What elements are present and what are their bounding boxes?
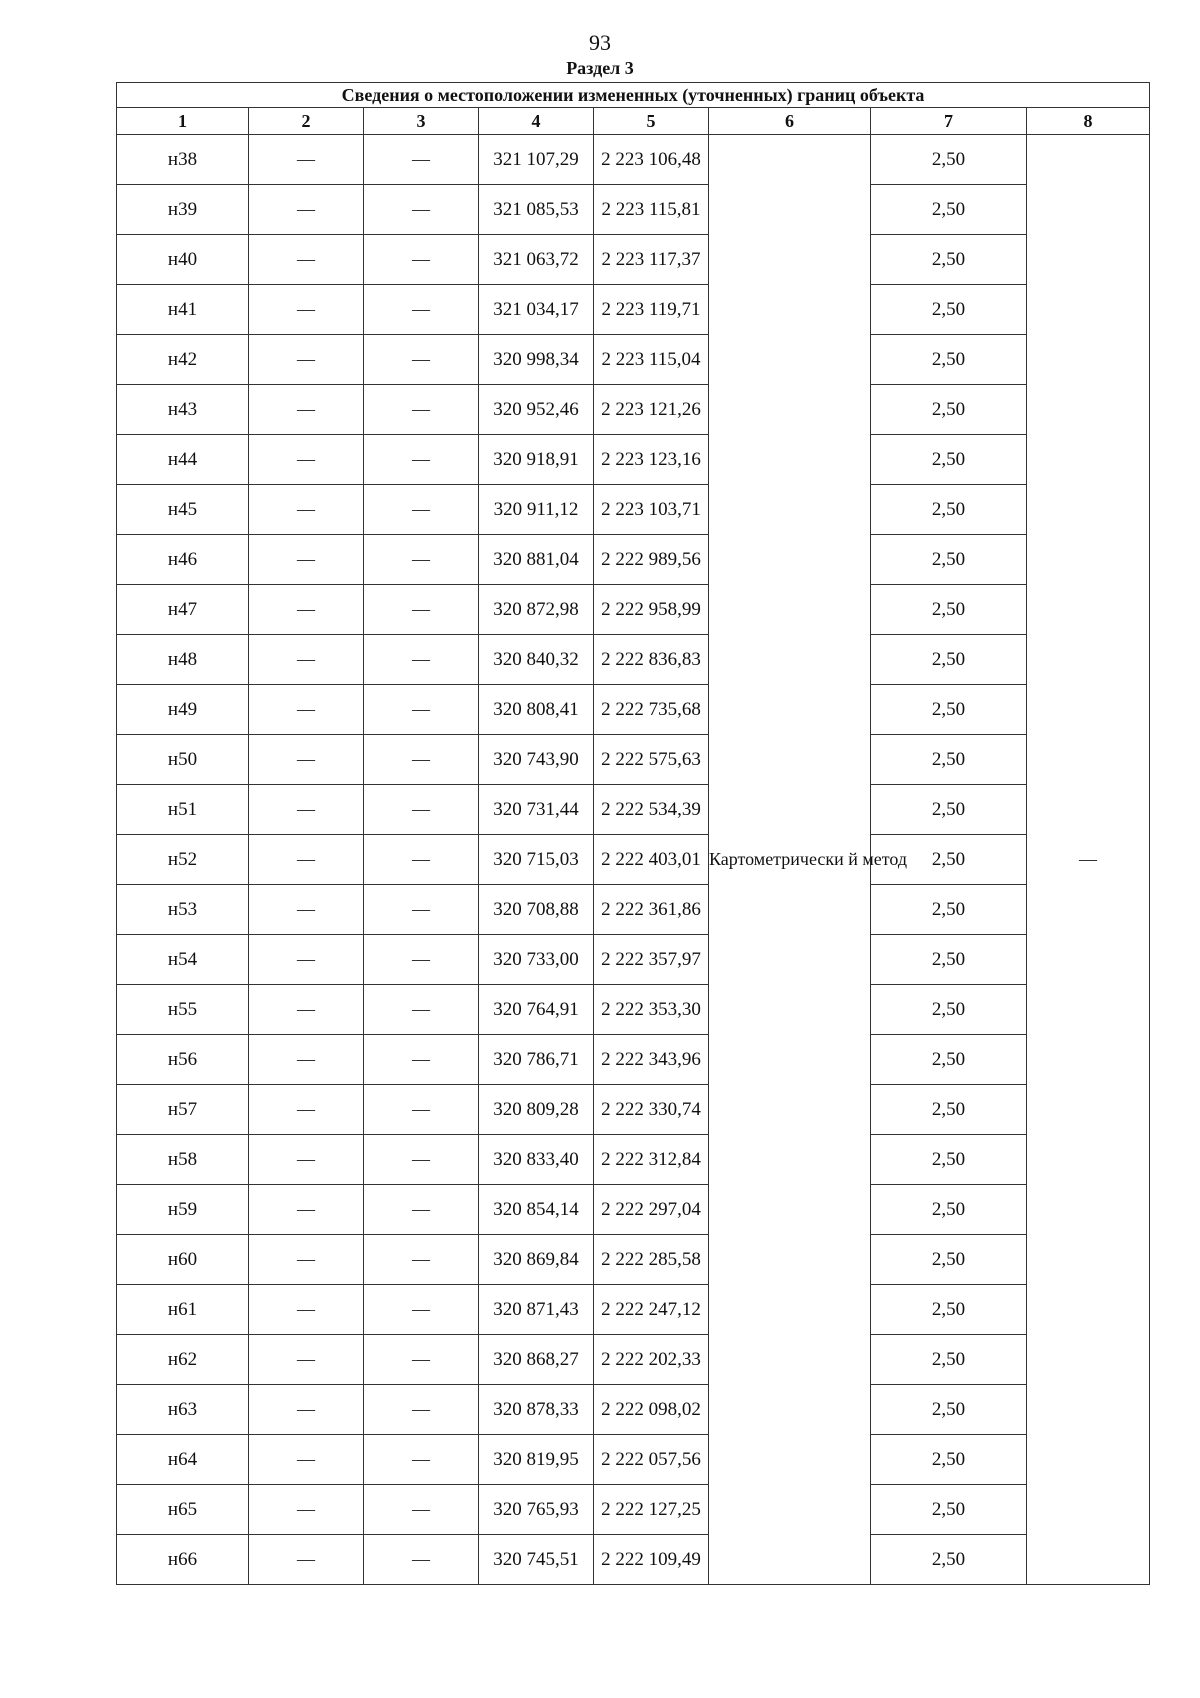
column-number: 2: [249, 108, 364, 135]
x-coordinate-cell: 320 872,98: [479, 585, 594, 635]
column-3-cell: —: [364, 285, 479, 335]
x-coordinate-cell: 320 765,93: [479, 1485, 594, 1535]
column-2-cell: —: [249, 285, 364, 335]
column-3-cell: —: [364, 1535, 479, 1585]
column-3-cell: —: [364, 935, 479, 985]
column-2-cell: —: [249, 1485, 364, 1535]
column-2-cell: —: [249, 835, 364, 885]
accuracy-cell: 2,50: [871, 1485, 1027, 1535]
point-id-cell: н46: [117, 535, 249, 585]
table-row: [117, 935, 1150, 985]
point-id-cell: н48: [117, 635, 249, 685]
y-coordinate-cell: 2 223 117,37: [594, 235, 709, 285]
boundary-coordinates-table: [116, 82, 1150, 1585]
column-3-cell: —: [364, 785, 479, 835]
column-2-cell: —: [249, 635, 364, 685]
x-coordinate-cell: 320 869,84: [479, 1235, 594, 1285]
column-2-cell: —: [249, 535, 364, 585]
point-id-cell: н49: [117, 685, 249, 735]
y-coordinate-cell: 2 222 098,02: [594, 1385, 709, 1435]
y-coordinate-cell: 2 222 735,68: [594, 685, 709, 735]
column-3-cell: —: [364, 585, 479, 635]
column-3-cell: —: [364, 335, 479, 385]
table-row: [117, 1485, 1150, 1535]
table-row: [117, 585, 1150, 635]
y-coordinate-cell: 2 223 115,04: [594, 335, 709, 385]
table-row: [117, 535, 1150, 585]
column-3-cell: —: [364, 235, 479, 285]
x-coordinate-cell: 320 918,91: [479, 435, 594, 485]
point-id-cell: н44: [117, 435, 249, 485]
y-coordinate-cell: 2 223 119,71: [594, 285, 709, 335]
x-coordinate-cell: 320 743,90: [479, 735, 594, 785]
column-3-cell: —: [364, 485, 479, 535]
accuracy-cell: 2,50: [871, 735, 1027, 785]
point-id-cell: н60: [117, 1235, 249, 1285]
accuracy-cell: 2,50: [871, 285, 1027, 335]
column-2-cell: —: [249, 1235, 364, 1285]
column-2-cell: —: [249, 785, 364, 835]
column-3-cell: —: [364, 1235, 479, 1285]
y-coordinate-cell: 2 222 343,96: [594, 1035, 709, 1085]
column-2-cell: —: [249, 1035, 364, 1085]
column-2-cell: —: [249, 1135, 364, 1185]
point-id-cell: н59: [117, 1185, 249, 1235]
table-row: [117, 1535, 1150, 1585]
column-3-cell: —: [364, 1285, 479, 1335]
x-coordinate-cell: 320 733,00: [479, 935, 594, 985]
column-number: 5: [594, 108, 709, 135]
y-coordinate-cell: 2 223 103,71: [594, 485, 709, 535]
table-row: [117, 435, 1150, 485]
column-number: 4: [479, 108, 594, 135]
column-number: 1: [117, 108, 249, 135]
column-2-cell: —: [249, 1385, 364, 1435]
x-coordinate-cell: 321 085,53: [479, 185, 594, 235]
column-number: 3: [364, 108, 479, 135]
point-id-cell: н57: [117, 1085, 249, 1135]
accuracy-cell: 2,50: [871, 1185, 1027, 1235]
point-id-cell: н66: [117, 1535, 249, 1585]
x-coordinate-cell: 320 840,32: [479, 635, 594, 685]
x-coordinate-cell: 321 063,72: [479, 235, 594, 285]
y-coordinate-cell: 2 222 285,58: [594, 1235, 709, 1285]
accuracy-cell: 2,50: [871, 1385, 1027, 1435]
y-coordinate-cell: 2 222 330,74: [594, 1085, 709, 1135]
y-coordinate-cell: 2 223 123,16: [594, 435, 709, 485]
accuracy-cell: 2,50: [871, 835, 1027, 885]
method-cell: Картометрически й метод: [709, 135, 871, 1585]
point-id-cell: н43: [117, 385, 249, 435]
accuracy-cell: 2,50: [871, 1335, 1027, 1385]
y-coordinate-cell: 2 222 127,25: [594, 1485, 709, 1535]
column-2-cell: —: [249, 735, 364, 785]
column-2-cell: —: [249, 1185, 364, 1235]
x-coordinate-cell: 320 715,03: [479, 835, 594, 885]
column-2-cell: —: [249, 1435, 364, 1485]
column-2-cell: —: [249, 685, 364, 735]
column-2-cell: —: [249, 885, 364, 935]
accuracy-cell: 2,50: [871, 435, 1027, 485]
column-2-cell: —: [249, 1535, 364, 1585]
table-row: [117, 335, 1150, 385]
y-coordinate-cell: 2 222 247,12: [594, 1285, 709, 1335]
y-coordinate-cell: 2 222 403,01: [594, 835, 709, 885]
y-coordinate-cell: 2 222 202,33: [594, 1335, 709, 1385]
accuracy-cell: 2,50: [871, 385, 1027, 435]
column-2-cell: —: [249, 385, 364, 435]
point-id-cell: н54: [117, 935, 249, 985]
point-id-cell: н58: [117, 1135, 249, 1185]
table-row: [117, 1085, 1150, 1135]
x-coordinate-cell: 320 764,91: [479, 985, 594, 1035]
column-2-cell: —: [249, 435, 364, 485]
column-3-cell: —: [364, 185, 479, 235]
x-coordinate-cell: 320 881,04: [479, 535, 594, 585]
column-2-cell: —: [249, 1085, 364, 1135]
x-coordinate-cell: 320 871,43: [479, 1285, 594, 1335]
point-id-cell: н62: [117, 1335, 249, 1385]
y-coordinate-cell: 2 222 109,49: [594, 1535, 709, 1585]
x-coordinate-cell: 320 854,14: [479, 1185, 594, 1235]
point-id-cell: н40: [117, 235, 249, 285]
table-row: [117, 685, 1150, 735]
accuracy-cell: 2,50: [871, 185, 1027, 235]
accuracy-cell: 2,50: [871, 685, 1027, 735]
point-id-cell: н64: [117, 1435, 249, 1485]
column-2-cell: —: [249, 135, 364, 185]
y-coordinate-cell: 2 222 361,86: [594, 885, 709, 935]
table-row: [117, 1235, 1150, 1285]
point-id-cell: н61: [117, 1285, 249, 1335]
y-coordinate-cell: 2 222 357,97: [594, 935, 709, 985]
column-3-cell: —: [364, 985, 479, 1035]
column-3-cell: —: [364, 385, 479, 435]
table-row: [117, 1435, 1150, 1485]
column-number: 6: [709, 108, 871, 135]
point-id-cell: н55: [117, 985, 249, 1035]
column-3-cell: —: [364, 1085, 479, 1135]
accuracy-cell: 2,50: [871, 1235, 1027, 1285]
column-8-cell: —: [1027, 135, 1150, 1585]
page-number: 93: [589, 30, 611, 55]
column-3-cell: —: [364, 885, 479, 935]
column-3-cell: —: [364, 1035, 479, 1085]
table-row: [117, 1335, 1150, 1385]
accuracy-cell: 2,50: [871, 335, 1027, 385]
column-number: 8: [1027, 108, 1150, 135]
y-coordinate-cell: 2 222 534,39: [594, 785, 709, 835]
accuracy-cell: 2,50: [871, 1435, 1027, 1485]
table-row: [117, 1035, 1150, 1085]
accuracy-cell: 2,50: [871, 135, 1027, 185]
table-row: [117, 185, 1150, 235]
x-coordinate-cell: 321 034,17: [479, 285, 594, 335]
table-row: [117, 635, 1150, 685]
column-3-cell: —: [364, 835, 479, 885]
point-id-cell: н56: [117, 1035, 249, 1085]
accuracy-cell: 2,50: [871, 585, 1027, 635]
x-coordinate-cell: 320 786,71: [479, 1035, 594, 1085]
column-2-cell: —: [249, 1335, 364, 1385]
column-2-cell: —: [249, 485, 364, 535]
table-body: [117, 135, 1150, 1585]
accuracy-cell: 2,50: [871, 885, 1027, 935]
x-coordinate-cell: 320 868,27: [479, 1335, 594, 1385]
accuracy-cell: 2,50: [871, 1285, 1027, 1335]
table-row: [117, 285, 1150, 335]
y-coordinate-cell: 2 222 057,56: [594, 1435, 709, 1485]
x-coordinate-cell: 320 952,46: [479, 385, 594, 435]
section-title: Раздел 3: [566, 58, 634, 78]
x-coordinate-cell: 320 819,95: [479, 1435, 594, 1485]
x-coordinate-cell: 320 745,51: [479, 1535, 594, 1585]
table-row: [117, 985, 1150, 1035]
x-coordinate-cell: 320 911,12: [479, 485, 594, 535]
column-3-cell: —: [364, 1335, 479, 1385]
x-coordinate-cell: 320 833,40: [479, 1135, 594, 1185]
column-3-cell: —: [364, 1435, 479, 1485]
table-caption: Сведения о местоположении измененных (уточненных) границ объекта: [117, 83, 1150, 108]
table-row: [117, 485, 1150, 535]
point-id-cell: н45: [117, 485, 249, 535]
column-number: 7: [871, 108, 1027, 135]
point-id-cell: н38: [117, 135, 249, 185]
point-id-cell: н51: [117, 785, 249, 835]
x-coordinate-cell: 320 731,44: [479, 785, 594, 835]
column-3-cell: —: [364, 135, 479, 185]
x-coordinate-cell: 320 708,88: [479, 885, 594, 935]
y-coordinate-cell: 2 222 297,04: [594, 1185, 709, 1235]
point-id-cell: н50: [117, 735, 249, 785]
accuracy-cell: 2,50: [871, 485, 1027, 535]
accuracy-cell: 2,50: [871, 785, 1027, 835]
column-3-cell: —: [364, 735, 479, 785]
column-2-cell: —: [249, 235, 364, 285]
column-3-cell: —: [364, 1135, 479, 1185]
point-id-cell: н53: [117, 885, 249, 935]
y-coordinate-cell: 2 222 989,56: [594, 535, 709, 585]
table-row: [117, 235, 1150, 285]
column-2-cell: —: [249, 935, 364, 985]
accuracy-cell: 2,50: [871, 535, 1027, 585]
y-coordinate-cell: 2 222 353,30: [594, 985, 709, 1035]
column-2-cell: —: [249, 1285, 364, 1335]
column-2-cell: —: [249, 985, 364, 1035]
x-coordinate-cell: 321 107,29: [479, 135, 594, 185]
column-3-cell: —: [364, 535, 479, 585]
table-row: [117, 135, 1150, 185]
point-id-cell: н52: [117, 835, 249, 885]
y-coordinate-cell: 2 222 312,84: [594, 1135, 709, 1185]
point-id-cell: н41: [117, 285, 249, 335]
y-coordinate-cell: 2 222 958,99: [594, 585, 709, 635]
accuracy-cell: 2,50: [871, 1535, 1027, 1585]
y-coordinate-cell: 2 223 115,81: [594, 185, 709, 235]
column-3-cell: —: [364, 1485, 479, 1535]
table-row: [117, 735, 1150, 785]
accuracy-cell: 2,50: [871, 1135, 1027, 1185]
column-3-cell: —: [364, 635, 479, 685]
table-row: [117, 1135, 1150, 1185]
accuracy-cell: 2,50: [871, 1085, 1027, 1135]
table-row: [117, 885, 1150, 935]
y-coordinate-cell: 2 222 575,63: [594, 735, 709, 785]
y-coordinate-cell: 2 223 121,26: [594, 385, 709, 435]
point-id-cell: н63: [117, 1385, 249, 1435]
table-row: [117, 385, 1150, 435]
accuracy-cell: 2,50: [871, 235, 1027, 285]
accuracy-cell: 2,50: [871, 935, 1027, 985]
table-row: [117, 1385, 1150, 1435]
column-3-cell: —: [364, 435, 479, 485]
column-2-cell: —: [249, 585, 364, 635]
column-2-cell: —: [249, 335, 364, 385]
table-row: [117, 785, 1150, 835]
x-coordinate-cell: 320 808,41: [479, 685, 594, 735]
y-coordinate-cell: 2 223 106,48: [594, 135, 709, 185]
column-3-cell: —: [364, 1185, 479, 1235]
accuracy-cell: 2,50: [871, 1035, 1027, 1085]
point-id-cell: н42: [117, 335, 249, 385]
table-row: [117, 1185, 1150, 1235]
table-row: [117, 1285, 1150, 1335]
x-coordinate-cell: 320 809,28: [479, 1085, 594, 1135]
column-3-cell: —: [364, 685, 479, 735]
accuracy-cell: 2,50: [871, 985, 1027, 1035]
column-number-row: [117, 108, 1150, 135]
x-coordinate-cell: 320 998,34: [479, 335, 594, 385]
y-coordinate-cell: 2 222 836,83: [594, 635, 709, 685]
column-2-cell: —: [249, 185, 364, 235]
point-id-cell: н65: [117, 1485, 249, 1535]
accuracy-cell: 2,50: [871, 635, 1027, 685]
x-coordinate-cell: 320 878,33: [479, 1385, 594, 1435]
table-row: [117, 835, 1150, 885]
point-id-cell: н47: [117, 585, 249, 635]
column-3-cell: —: [364, 1385, 479, 1435]
point-id-cell: н39: [117, 185, 249, 235]
